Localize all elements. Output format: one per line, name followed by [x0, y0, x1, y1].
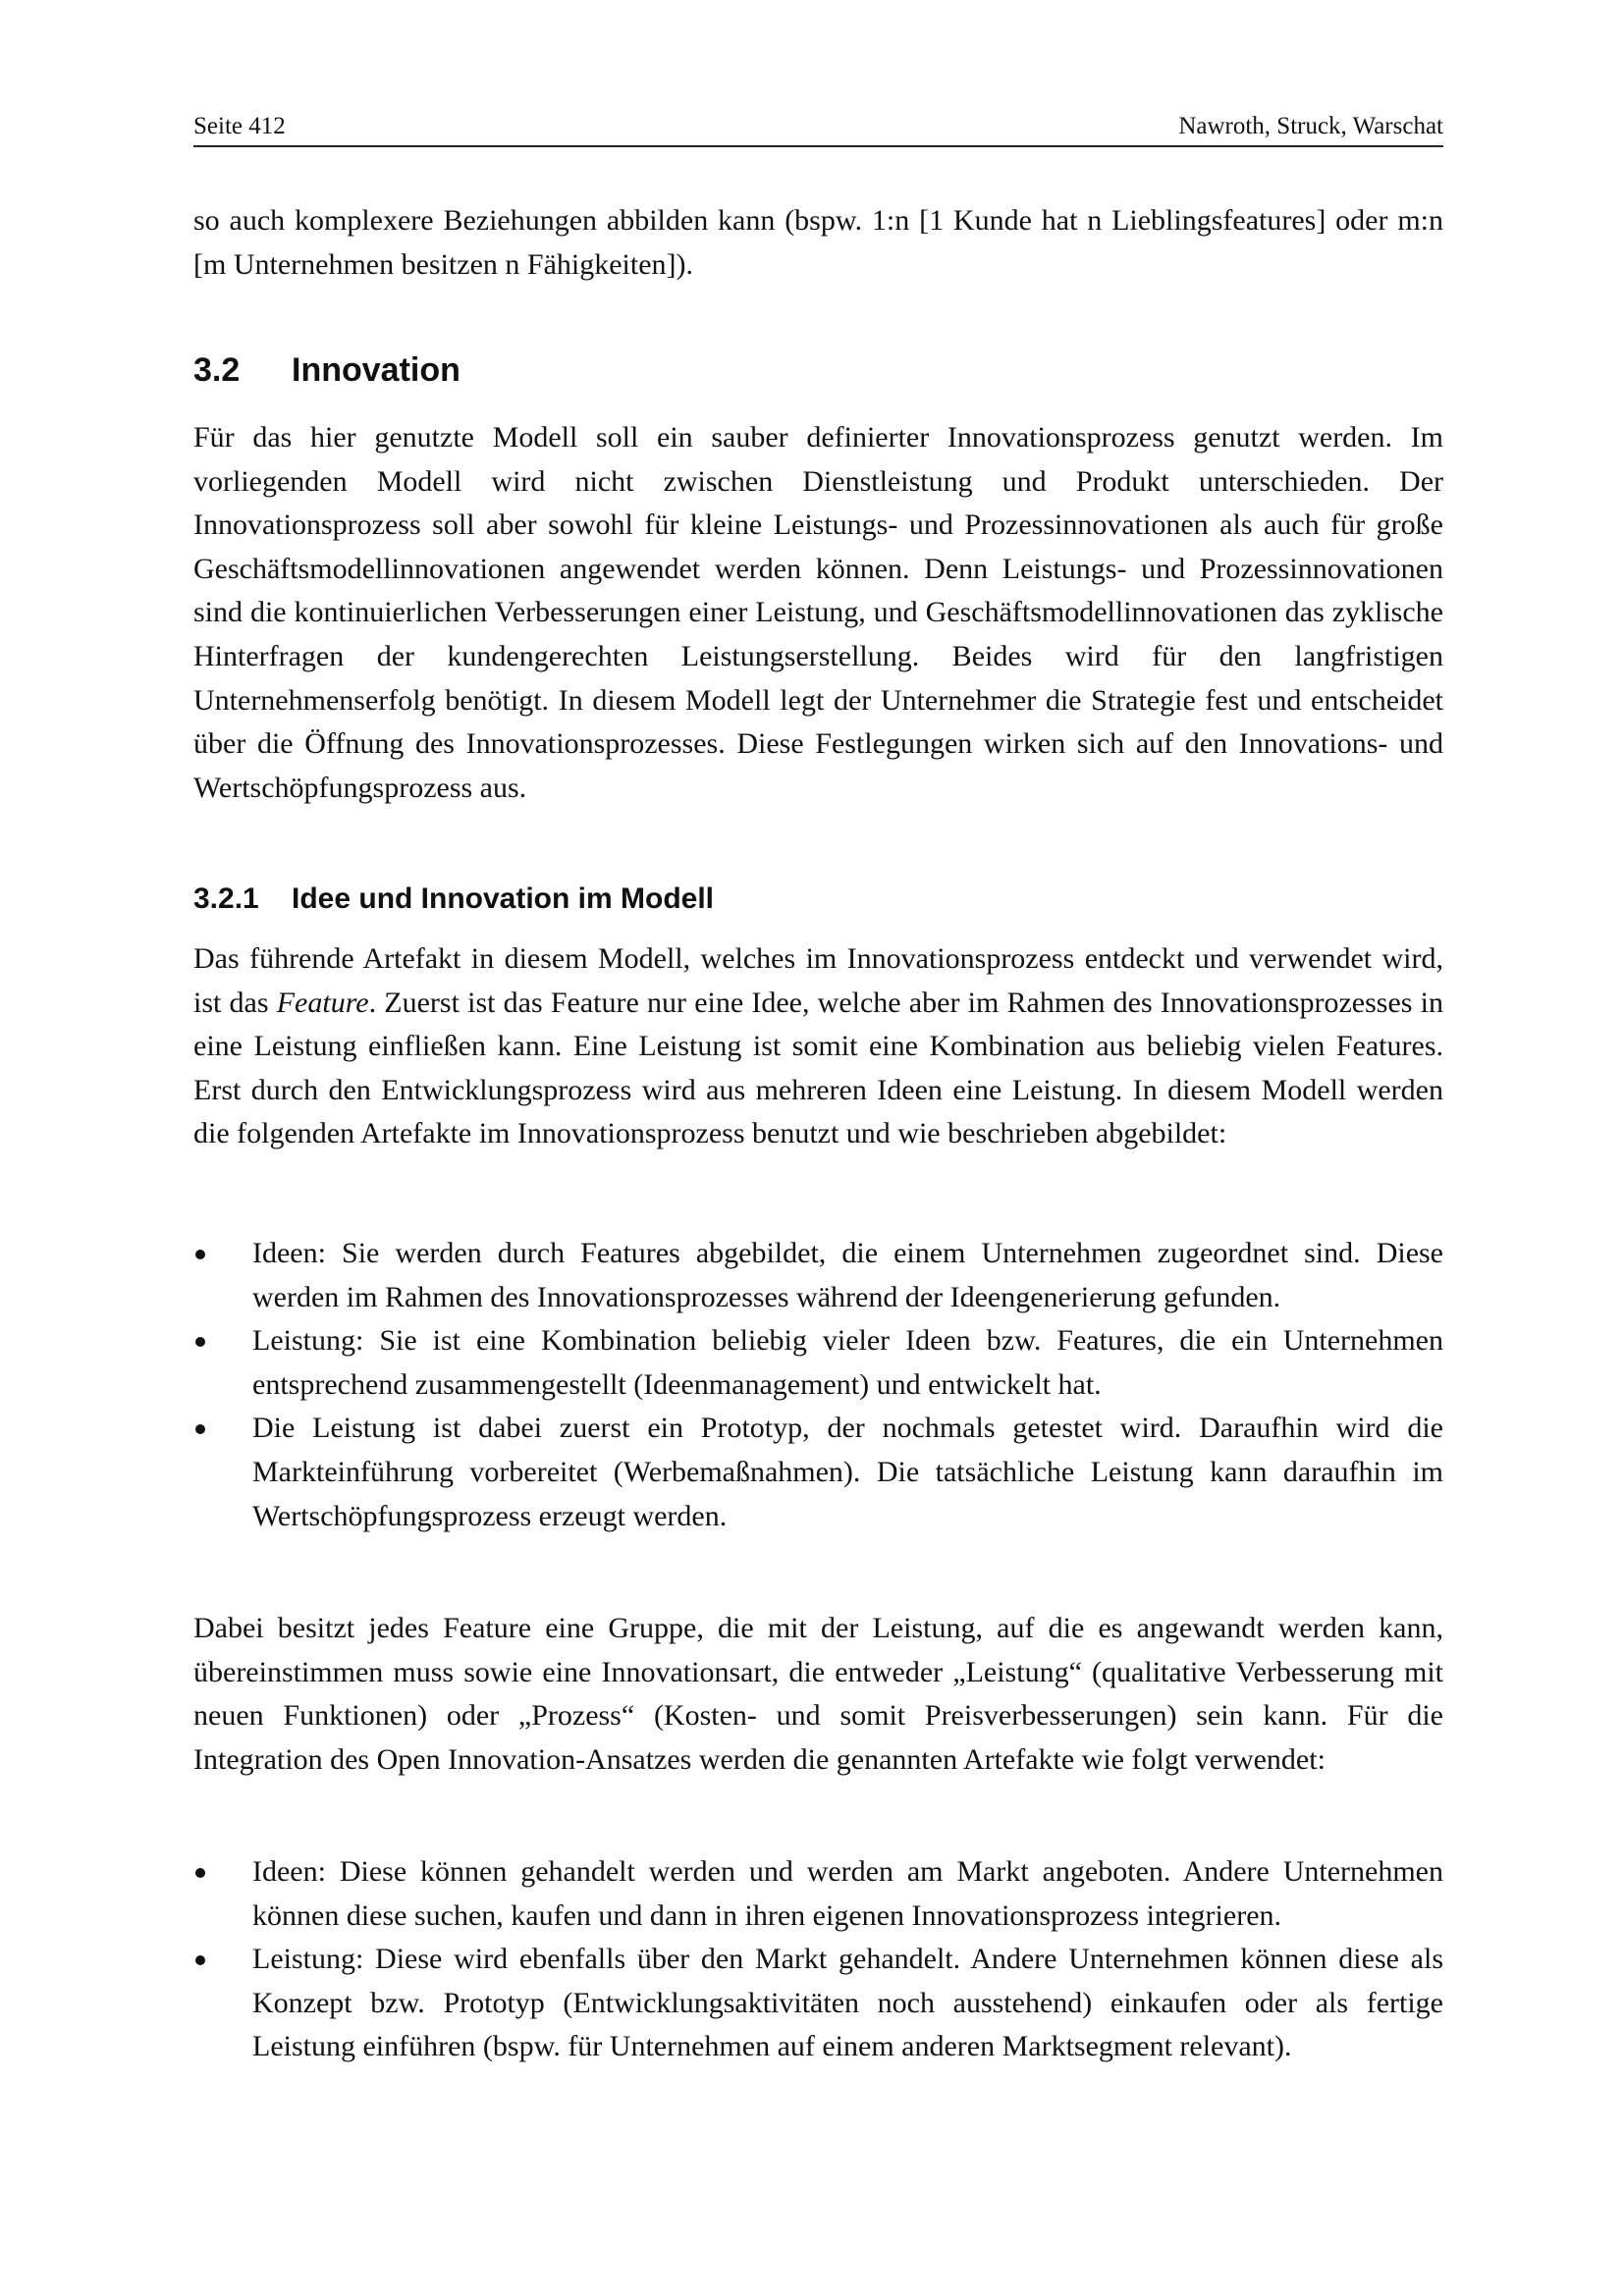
list-item	[193, 1850, 1443, 1938]
subsection-number: 3.2.1	[193, 882, 259, 915]
open-innovation-list	[193, 1850, 1443, 2069]
running-header	[193, 110, 1443, 147]
list-item-text: Ideen: Diese können gehandelt werden und werden am Markt angeboten. Andere Unternehmen können diese suchen, kaufen und dann in ihren eigenen Innovationsprozess integrieren.	[252, 1855, 1443, 1932]
author-names: Nawroth, Struck, Warschat	[1178, 113, 1443, 139]
feature-paragraph-start: Das führende Artefakt in diesem Modell, welches im Innovationsprozess entdeckt und verwendet wird, ist das	[193, 942, 1443, 1019]
section-heading-3-2	[193, 350, 1443, 390]
list-item	[193, 1232, 1443, 1319]
section-title: Innovation	[292, 351, 460, 389]
page-number: Seite 412	[193, 113, 286, 139]
feature-paragraph-end: . Zuerst ist das Feature nur eine Idee, welche aber im Rahmen des Innovationsprozesses in eine Leistung einfließen kann. Eine Leistung ist somit eine Kombination aus beliebig vielen Features. Erst durch den Entwicklungsprozess wird aus mehreren Ideen eine Leistung. In diesem Modell werden die folgenden Artefakte im Innovationsprozess benutzt und wie beschrieben abgebildet:	[193, 986, 1443, 1150]
list-item	[193, 1407, 1443, 1538]
list-item-text: Die Leistung ist dabei zuerst ein Prototyp, der nochmals getestet wird. Daraufhin wird die Markteinführung vorbereitet (Werbemaßnahmen). Die tatsächliche Leistung kann daraufhin im Wertschöpfungsprozess erzeugt werden.	[252, 1412, 1443, 1532]
intro-paragraph: so auch komplexere Beziehungen abbilden kann (bspw. 1:n [1 Kunde hat n Lieblingsfeatures] oder m:n [m Unternehmen besitzen n Fähigkeiten]).	[193, 204, 1443, 281]
list-item-text: Leistung: Sie ist eine Kombination beliebig vieler Ideen bzw. Features, die ein Unternehmen entsprechend zusammengestellt (Ideenmanagement) und entwickelt hat.	[252, 1324, 1443, 1401]
feature-term: Feature	[276, 986, 369, 1019]
list-item-text: Ideen: Sie werden durch Features abgebildet, die einem Unternehmen zugeordnet sind. Diese werden im Rahmen des Innovationsprozesses während der Ideengenerierung gefunden.	[252, 1237, 1443, 1313]
innovation-paragraph: Für das hier genutzte Modell soll ein sauber definierter Innovationsprozess genutzt werden. Im vorliegenden Modell wird nicht zwischen Dienstleistung und Produkt unterschieden. Der Innovationsprozess soll aber sowohl für kleine Leistungs- und Prozessinnovationen als auch für große Geschäftsmodellinnovationen angewendet werden können. Denn Leistungs- und Prozessinnovationen sind die kontinuierlichen Verbesserungen einer Leistung, und Geschäftsmodellinnovationen das zyklische Hinterfragen der kundengerechten Leistungserstellung. Beides wird für den langfristigen Unternehmenserfolg benötigt. In diesem Modell legt der Unternehmer die Strategie fest und entscheidet über die Öffnung des Innovationsprozesses. Diese Festlegungen wirken sich auf den Innovations- und Wertschöpfungsprozess aus.	[193, 421, 1443, 804]
artifact-list	[193, 1232, 1443, 1538]
feature-paragraph	[193, 937, 1443, 1156]
section-number: 3.2	[193, 351, 241, 389]
open-innovation-paragraph: Dabei besitzt jedes Feature eine Gruppe, die mit der Leistung, auf die es angewandt werden kann, übereinstimmen muss sowie eine Innovationsart, die entweder „Leistung“ (qualitative Verbesserung mit neuen Funktionen) oder „Prozess“ (Kosten- und somit Preisverbesserungen) sein kann. Für die Integration des Open Innovation-Ansatzes werden die genannten Artefakte wie folgt verwendet:	[193, 1612, 1443, 1776]
section-heading-3-2-1	[193, 881, 1443, 917]
subsection-title: Idee und Innovation im Modell	[292, 882, 715, 915]
list-item	[193, 1319, 1443, 1407]
list-item-text: Leistung: Diese wird ebenfalls über den Markt gehandelt. Andere Unternehmen können diese als Konzept bzw. Prototyp (Entwicklungsaktivitäten noch ausstehend) einkaufen oder als fertige Leistung einführen (bspw. für Unternehmen auf einem anderen Marktsegment relevant).	[252, 1943, 1443, 2063]
list-item	[193, 1938, 1443, 2069]
